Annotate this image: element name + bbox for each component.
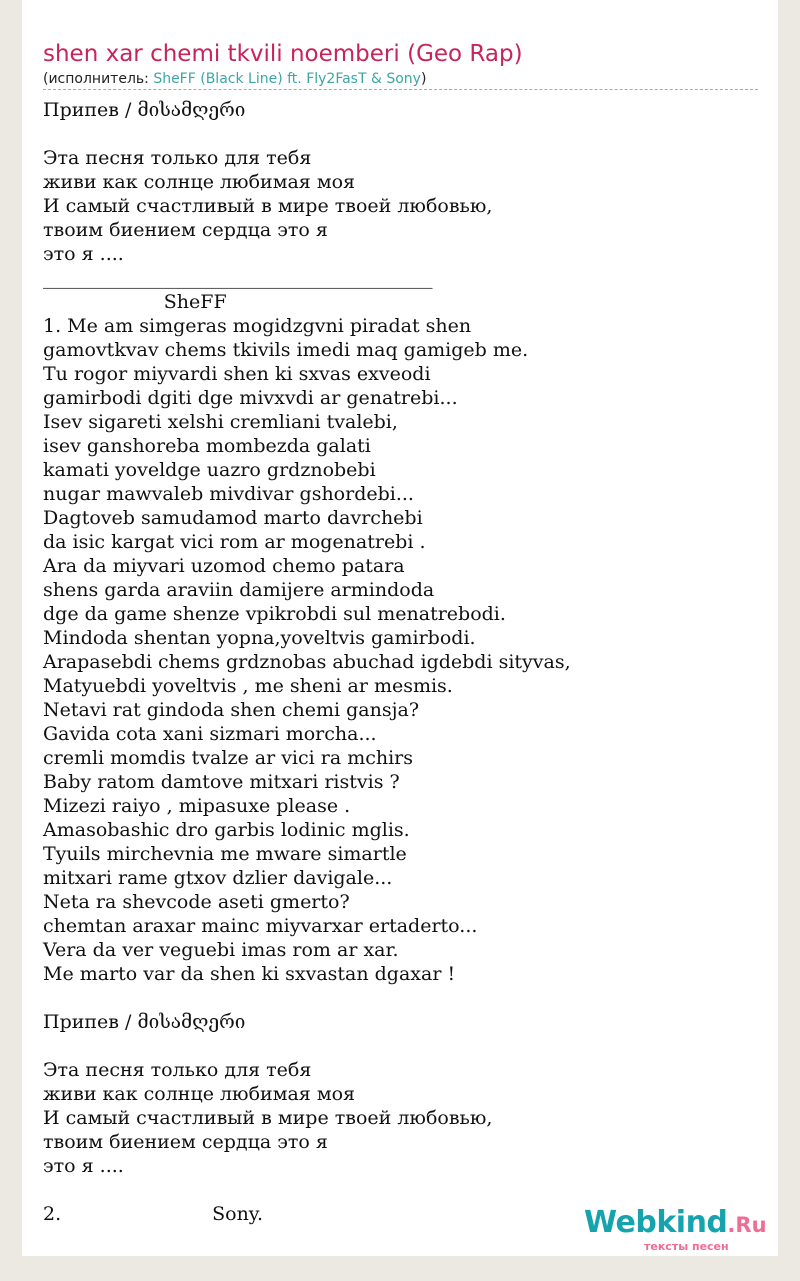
lyric-line: Припев / მისამღერი: [43, 1011, 246, 1033]
lyric-line: SheFF: [43, 291, 227, 313]
lyric-line: Mindoda shentan yopna,yoveltvis gamirbodi.: [43, 627, 476, 649]
lyric-line: Me marto var da shen ki sxvastan dgaxar !: [43, 963, 456, 985]
lyric-line: 2. Sony.: [43, 1203, 264, 1225]
lyric-line: Baby ratom damtove mitxari ristvis ?: [43, 771, 400, 793]
lyric-line: [43, 1034, 571, 1058]
lyric-line: [43, 1178, 571, 1202]
lyric-line: kamati yoveldge uazro grdznobebi: [43, 459, 376, 481]
logo-tld: .Ru: [727, 1213, 767, 1237]
lyric-line: Amasobashic dro garbis lodinic mglis.: [43, 819, 410, 841]
lyric-line: Isev sigareti xelshi cremliani tvalebi,: [43, 411, 398, 433]
artist-prefix: (исполнитель:: [43, 71, 154, 87]
lyric-line: chemtan araxar mainc miyvarxar ertaderto...: [43, 915, 478, 937]
lyric-line: Neta ra shevcode aseti gmerto?: [43, 891, 350, 913]
lyrics-text: [43, 98, 571, 1226]
lyric-line: Tyuils mirchevnia me mware simartle: [43, 843, 407, 865]
lyric-line: Tu rogor miyvardi shen ki sxvas exveodi: [43, 363, 431, 385]
lyric-line: это я ....: [43, 243, 124, 265]
lyric-line: И самый счастливый в мире твоей любовью,: [43, 1107, 493, 1129]
lyric-line: [43, 986, 571, 1010]
lyric-line: твоим биением сердца это я: [43, 1131, 328, 1153]
webkind-logo[interactable]: [584, 1206, 767, 1253]
lyric-line: da isic kargat vici rom ar mogenatrebi .: [43, 531, 426, 553]
lyric-line: gamovtkvav chems tkivils imedi maq gamigeb me.: [43, 339, 529, 361]
lyric-line: Matyuebdi yoveltvis , me sheni ar mesmis.: [43, 675, 453, 697]
artist-link[interactable]: SheFF (Black Line) ft. Fly2FasT & Sony: [153, 71, 421, 87]
lyric-line: mitxari rame gtxov dzlier davigale...: [43, 867, 393, 889]
lyric-line: И самый счастливый в мире твоей любовью,: [43, 195, 493, 217]
lyric-line: Mizezi raiyo , mipasuxe please .: [43, 795, 351, 817]
lyric-line: _________________________________________: [43, 267, 433, 289]
lyric-line: Dagtoveb samudamod marto davrchebi: [43, 507, 423, 529]
lyric-line: 1. Me am simgeras mogidzgvni piradat shen: [43, 315, 472, 337]
lyric-line: dge da game shenze vpikrobdi sul menatrebodi.: [43, 603, 506, 625]
lyric-line: isev ganshoreba mombezda galati: [43, 435, 371, 457]
logo-tagline: тексты песен: [644, 1240, 729, 1253]
lyric-line: это я ....: [43, 1155, 124, 1177]
artist-line: [43, 71, 426, 88]
lyric-line: nugar mawvaleb mivdivar gshordebi...: [43, 483, 414, 505]
artist-suffix: ): [420, 71, 427, 87]
lyric-line: gamirbodi dgiti dge mivxvdi ar genatrebi...: [43, 387, 458, 409]
lyric-line: Arapasebdi chems grdznobas abuchad igdebdi sityvas,: [43, 651, 571, 673]
song-title: shen xar chemi tkvili noemberi (Geo Rap): [43, 41, 523, 67]
lyric-line: Эта песня только для тебя: [43, 147, 312, 169]
lyric-line: живи как солнце любимая моя: [43, 171, 356, 193]
lyric-line: Припев / მისამღერი: [43, 99, 246, 121]
lyric-line: Netavi rat gindoda shen chemi gansja?: [43, 699, 420, 721]
logo-wordmark: [584, 1206, 767, 1240]
lyric-line: Vera da ver veguebi imas rom ar xar.: [43, 939, 399, 961]
lyric-line: Gavida cota xani sizmari morcha...: [43, 723, 377, 745]
lyric-line: Эта песня только для тебя: [43, 1059, 312, 1081]
divider: [43, 89, 758, 90]
lyric-line: cremli momdis tvalze ar vici ra mchirs: [43, 747, 414, 769]
lyric-line: живи как солнце любимая моя: [43, 1083, 356, 1105]
lyric-line: твоим биением сердца это я: [43, 219, 328, 241]
lyric-line: Ara da miyvari uzomod chemo patara: [43, 555, 405, 577]
logo-main: Webkind: [584, 1205, 728, 1240]
lyric-line: shens garda araviin damijere armindoda: [43, 579, 435, 601]
lyric-line: [43, 122, 571, 146]
